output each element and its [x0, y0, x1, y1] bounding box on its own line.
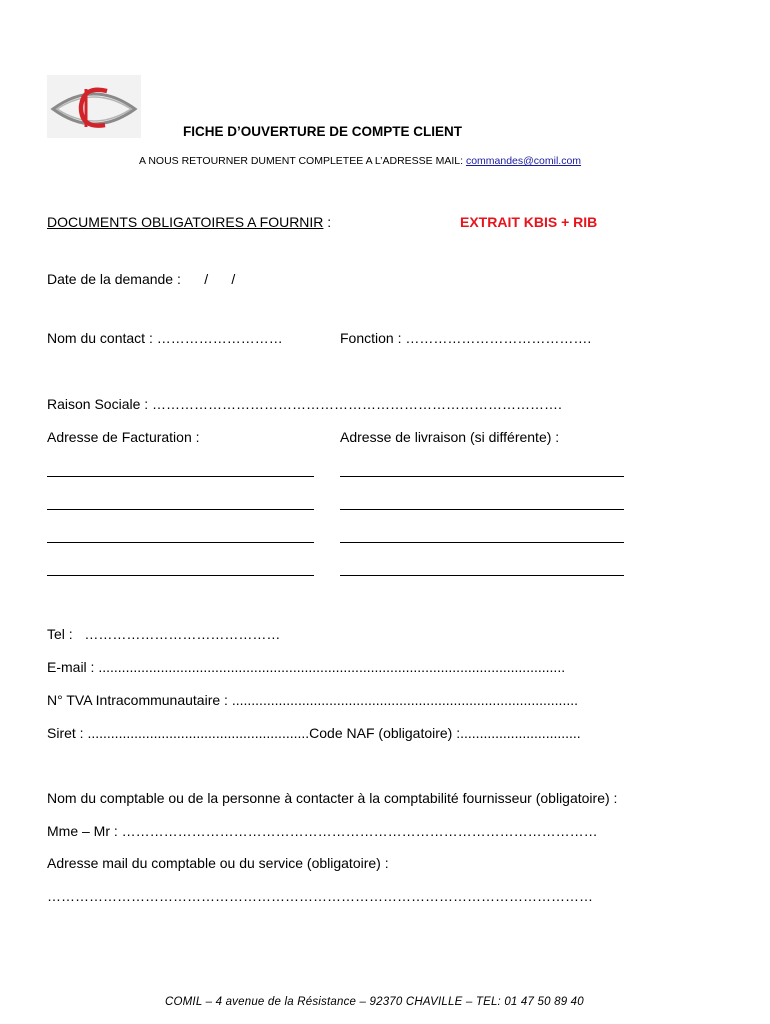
company-logo: [47, 75, 141, 138]
email-field[interactable]: E-mail : ........................................................................................................................: [47, 659, 566, 675]
raison-sociale-field[interactable]: Raison Sociale : …………………………………………………………………………….: [47, 396, 562, 412]
documents-label: [47, 214, 331, 230]
billing-address-line[interactable]: [47, 509, 314, 510]
documents-label-text: DOCUMENTS OBLIGATOIRES A FOURNIR: [47, 214, 324, 230]
mail-comptable-label: Adresse mail du comptable ou du service (obligatoire) :: [47, 855, 389, 871]
page-footer: COMIL – 4 avenue de la Résistance – 92370 CHAVILLE – TEL: 01 47 50 89 40: [165, 996, 584, 1008]
fonction-field[interactable]: Fonction : ………………………………….: [340, 330, 592, 346]
documents-value: EXTRAIT KBIS + RIB: [460, 214, 598, 230]
date-field[interactable]: Date de la demande : / /: [47, 271, 236, 287]
tva-field[interactable]: N° TVA Intracommunautaire : .........................................................................................: [47, 692, 579, 708]
documents-separator: :: [323, 214, 332, 230]
delivery-address-line[interactable]: [340, 476, 624, 477]
billing-address-line[interactable]: [47, 476, 314, 477]
comptable-label: Nom du comptable ou de la personne à contacter à la comptabilité fournisseur (obligatoire) :: [47, 790, 618, 806]
siret-naf-field[interactable]: Siret : .........................................................Code NAF (obligatoire) :...............................: [47, 725, 581, 741]
form-subtitle: [139, 155, 581, 167]
tel-field[interactable]: Tel : ……………………………………: [47, 626, 281, 642]
form-title: FICHE D’OUVERTURE DE COMPTE CLIENT: [183, 124, 463, 139]
billing-address-line[interactable]: [47, 575, 314, 576]
mail-comptable-field[interactable]: ………………………………………………………………………………………………………: [47, 888, 593, 904]
contact-field[interactable]: Nom du contact : ………………………: [47, 330, 283, 346]
delivery-address-line[interactable]: [340, 542, 624, 543]
delivery-address-line[interactable]: [340, 509, 624, 510]
subtitle-text: A NOUS RETOURNER DUMENT COMPLETEE A L’ADRESSE MAIL:: [139, 155, 466, 167]
email-link[interactable]: commandes@comil.com: [465, 155, 582, 167]
billing-address-line[interactable]: [47, 542, 314, 543]
delivery-address-line[interactable]: [340, 575, 624, 576]
delivery-address-label: Adresse de livraison (si différente) :: [340, 429, 560, 445]
mme-mr-field[interactable]: Mme – Mr : …………………………………………………………………………………………: [47, 823, 598, 839]
billing-address-label: Adresse de Facturation :: [47, 429, 200, 445]
